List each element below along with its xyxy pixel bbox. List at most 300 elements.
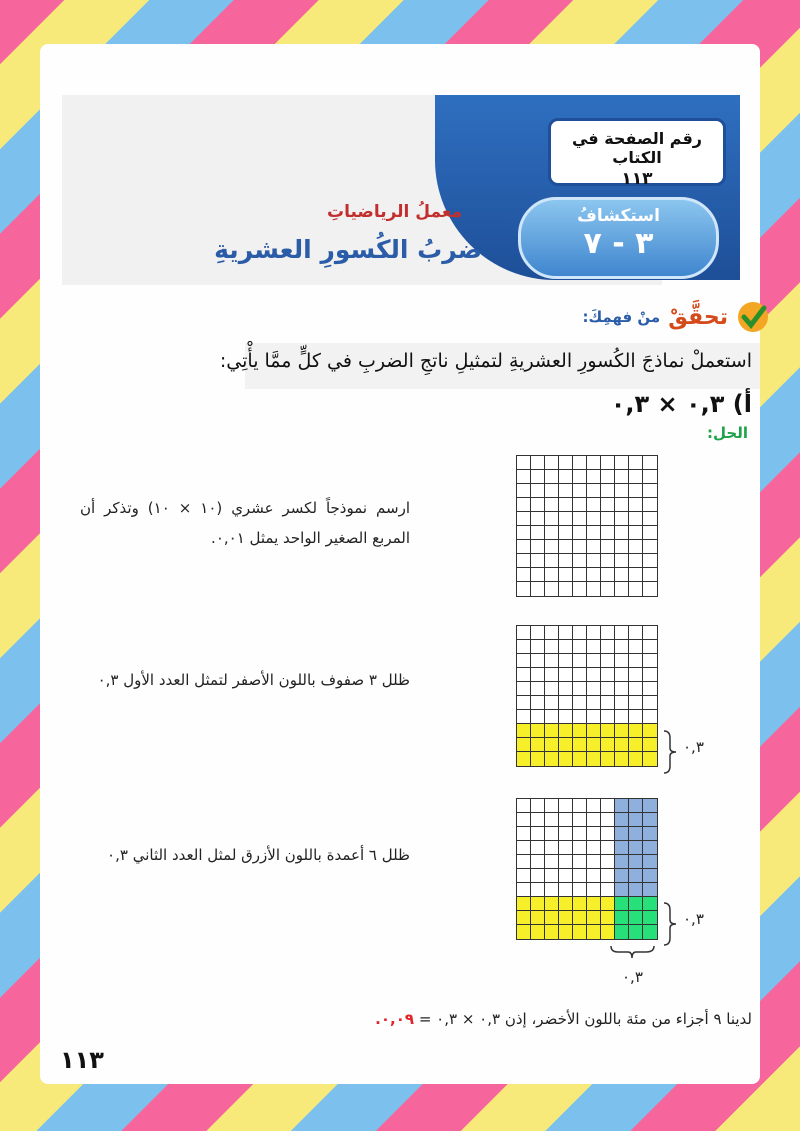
grid-cell <box>545 682 559 696</box>
grid-cell <box>587 710 601 724</box>
grid-cell <box>615 668 629 682</box>
grid-cell <box>559 799 573 813</box>
grid-cell <box>601 582 615 596</box>
grid-cell <box>545 540 559 554</box>
explore-badge <box>518 197 719 279</box>
grid-cell <box>573 654 587 668</box>
grid-cell <box>517 897 531 911</box>
grid-cell <box>531 456 545 470</box>
grid-cell <box>643 724 657 738</box>
grid-cell <box>615 568 629 582</box>
grid-cell <box>573 925 587 939</box>
grid-cell <box>615 869 629 883</box>
grid-cell <box>531 484 545 498</box>
grid-cell <box>545 470 559 484</box>
lab-title: معملُ الرياضياتِ <box>327 202 462 222</box>
grid-cell <box>531 654 545 668</box>
grid-cell <box>517 813 531 827</box>
grid-cell <box>545 710 559 724</box>
grid-cell <box>531 738 545 752</box>
grid-cell <box>517 512 531 526</box>
grid-cell <box>615 813 629 827</box>
grid-cell <box>587 526 601 540</box>
grid-cell <box>531 724 545 738</box>
grid-cell <box>559 855 573 869</box>
grid-cell <box>531 855 545 869</box>
grid-cell <box>587 696 601 710</box>
grid-cell <box>559 484 573 498</box>
grid-cell <box>517 540 531 554</box>
grid-cell <box>587 484 601 498</box>
page-ref-label: رقم الصفحة في الكتاب <box>571 129 703 167</box>
grid-cell <box>629 696 643 710</box>
grid-cell <box>517 470 531 484</box>
grid-cell <box>573 813 587 827</box>
grid-cell <box>545 526 559 540</box>
grid-cell <box>517 554 531 568</box>
grid-cell <box>545 799 559 813</box>
grid-cell <box>559 498 573 512</box>
grid-cell <box>601 724 615 738</box>
grid-cell <box>531 682 545 696</box>
grid-cell <box>643 540 657 554</box>
grid-cell <box>545 841 559 855</box>
grid-cell <box>559 925 573 939</box>
grid-cell <box>559 526 573 540</box>
grid-cell <box>629 841 643 855</box>
grid-cell <box>601 498 615 512</box>
grid-cell <box>531 512 545 526</box>
grid-cell <box>643 582 657 596</box>
grid-cell <box>531 799 545 813</box>
grid-cell <box>643 827 657 841</box>
grid-cell <box>559 841 573 855</box>
lesson-title: ضربُ الكُسورِ العشريةِ <box>214 235 482 264</box>
grid-cell <box>601 640 615 654</box>
grid-cell <box>629 799 643 813</box>
grid-cell <box>545 640 559 654</box>
grid-cell <box>531 841 545 855</box>
grid-cell <box>573 540 587 554</box>
grid-cell <box>517 869 531 883</box>
grid-cell <box>601 512 615 526</box>
grid-cell <box>601 911 615 925</box>
grid-cell <box>643 897 657 911</box>
grid-cell <box>531 568 545 582</box>
grid-cell <box>615 827 629 841</box>
grid-cell <box>545 668 559 682</box>
grid-cell <box>517 696 531 710</box>
grid-cell <box>559 512 573 526</box>
grid-cell <box>643 568 657 582</box>
grid-cell <box>629 710 643 724</box>
grid-cell <box>629 626 643 640</box>
grid-cell <box>615 640 629 654</box>
grid-cell <box>601 540 615 554</box>
grid-cell <box>531 554 545 568</box>
grid-cell <box>573 710 587 724</box>
grid-cell <box>517 799 531 813</box>
grid-cell <box>615 841 629 855</box>
grid-cell <box>629 582 643 596</box>
grid-cell <box>545 883 559 897</box>
grid-cell <box>629 724 643 738</box>
grid-cell <box>531 710 545 724</box>
grid-cell <box>573 526 587 540</box>
grid-cell <box>587 897 601 911</box>
grid-cell <box>531 640 545 654</box>
row-brace-icon <box>662 730 682 774</box>
grid-cell <box>601 813 615 827</box>
grid-cell <box>643 470 657 484</box>
grid-cell <box>545 752 559 766</box>
grid-cell <box>615 724 629 738</box>
grid-cell <box>517 752 531 766</box>
grid-cell <box>601 626 615 640</box>
grid-cell <box>545 869 559 883</box>
check-subtitle: منْ فهمِكَ: <box>582 308 661 326</box>
grid-cell <box>587 582 601 596</box>
grid-cell <box>629 827 643 841</box>
grid-cell <box>601 484 615 498</box>
grid-cell <box>573 724 587 738</box>
grid-cell <box>545 626 559 640</box>
step-1-text: ارسم نموذجاً لكسر عشري (١٠ × ١٠) وتذكر أن المربع الصغير الواحد يمثل ٠,٠١. <box>80 499 410 547</box>
grid-cell <box>629 897 643 911</box>
grid-cell <box>545 925 559 939</box>
book-page-reference <box>548 118 726 189</box>
grid-cell <box>559 568 573 582</box>
grid-cell <box>531 470 545 484</box>
grid-cell <box>643 484 657 498</box>
grid-cell <box>559 540 573 554</box>
grid-cell <box>573 883 587 897</box>
grid-cell <box>615 484 629 498</box>
grid-cell <box>643 813 657 827</box>
grid-cell <box>573 752 587 766</box>
grid-cell <box>573 470 587 484</box>
grid-cell <box>629 752 643 766</box>
result-answer: ٠,٠٩. <box>375 1010 415 1028</box>
grid-cell <box>573 512 587 526</box>
grid-cell <box>573 456 587 470</box>
grid-cell <box>587 827 601 841</box>
exercise-part-a: أ) ٠,٣ × ٠,٣ <box>610 390 752 418</box>
grid-cell <box>629 540 643 554</box>
grid-cell <box>615 696 629 710</box>
result-sentence <box>375 1010 752 1028</box>
instruction-text: استعملْ نماذجَ الكُسورِ العشريةِ لتمثيلِ ناتجِ الضربِ في كلٍّ ممَّا يأْتِي: <box>219 350 752 372</box>
grid-cell <box>559 710 573 724</box>
grid-cell <box>587 883 601 897</box>
grid-cell <box>531 752 545 766</box>
grid-cell <box>573 640 587 654</box>
checkmark-icon <box>736 300 770 334</box>
grid-cell <box>517 626 531 640</box>
grid-cell <box>559 626 573 640</box>
row-brace-icon <box>662 902 682 946</box>
grid-cell <box>643 841 657 855</box>
grid-cell <box>531 582 545 596</box>
grid-cell <box>601 470 615 484</box>
grid-cell <box>559 813 573 827</box>
row-brace-label: ٠,٣ <box>683 910 704 928</box>
grid-cell <box>517 640 531 654</box>
grid-cell <box>629 526 643 540</box>
grid-cell <box>531 925 545 939</box>
step-3-text: ظلل ٦ أعمدة باللون الأزرق لمثل العدد الثاني ٠,٣ <box>107 846 410 864</box>
grid-cell <box>643 869 657 883</box>
check-understanding-heading <box>582 300 770 334</box>
grid-cell <box>643 682 657 696</box>
grid-cell <box>643 925 657 939</box>
grid-cell <box>601 456 615 470</box>
grid-cell <box>629 456 643 470</box>
grid-cell <box>615 626 629 640</box>
row-brace-label: ٠,٣ <box>683 738 704 756</box>
grid-cell <box>601 841 615 855</box>
grid-cell <box>573 568 587 582</box>
grid-cell <box>629 668 643 682</box>
grid-cell <box>559 724 573 738</box>
grid-cell <box>587 925 601 939</box>
grid-cell <box>587 911 601 925</box>
grid-cell <box>559 696 573 710</box>
grid-cell <box>545 696 559 710</box>
grid-cell <box>517 710 531 724</box>
grid-cell <box>517 724 531 738</box>
grid-cell <box>587 626 601 640</box>
grid-cell <box>643 911 657 925</box>
grid-cell <box>573 897 587 911</box>
grid-cell <box>587 738 601 752</box>
grid-cell <box>545 813 559 827</box>
grid-cell <box>517 883 531 897</box>
grid-cell <box>601 568 615 582</box>
grid-cell <box>545 456 559 470</box>
grid-cell <box>601 799 615 813</box>
grid-cell <box>517 911 531 925</box>
grid-cell <box>615 897 629 911</box>
grid-cell <box>587 640 601 654</box>
grid-cell <box>517 568 531 582</box>
grid-cell <box>601 554 615 568</box>
grid-cell <box>643 526 657 540</box>
grid-cell <box>573 855 587 869</box>
grid-cell <box>573 626 587 640</box>
grid-cell <box>587 752 601 766</box>
grid-cell <box>601 897 615 911</box>
grid-cell <box>615 582 629 596</box>
grid-cell <box>573 554 587 568</box>
grid-cell <box>531 526 545 540</box>
grid-cell <box>615 855 629 869</box>
grid-cell <box>643 855 657 869</box>
explore-number: ٣ - ٧ <box>583 226 654 261</box>
grid-cell <box>615 512 629 526</box>
grid-cell <box>545 855 559 869</box>
grid-cell <box>587 512 601 526</box>
grid-cell <box>615 799 629 813</box>
grid-cell <box>629 682 643 696</box>
grid-cell <box>629 484 643 498</box>
grid-cell <box>545 897 559 911</box>
grid-cell <box>587 540 601 554</box>
grid-cell <box>559 554 573 568</box>
grid-cell <box>629 498 643 512</box>
grid-cell <box>615 554 629 568</box>
grid-cell <box>615 911 629 925</box>
grid-cell <box>559 738 573 752</box>
grid-cell <box>643 668 657 682</box>
grid-cell <box>587 724 601 738</box>
grid-cell <box>573 738 587 752</box>
grid-cell <box>573 869 587 883</box>
grid-cell <box>643 696 657 710</box>
grid-cell <box>615 498 629 512</box>
grid-cell <box>629 925 643 939</box>
grid-cell <box>587 799 601 813</box>
grid-cell <box>601 696 615 710</box>
grid-cell <box>587 654 601 668</box>
page-number: ١١٣ <box>60 1046 104 1074</box>
explore-label: استكشافُ <box>577 206 660 226</box>
grid-cell <box>517 682 531 696</box>
grid-cell <box>517 668 531 682</box>
column-brace-icon <box>610 944 656 964</box>
grid-cell <box>517 925 531 939</box>
grid-cell <box>573 841 587 855</box>
grid-cell <box>629 654 643 668</box>
grid-cell <box>545 827 559 841</box>
grid-cell <box>587 554 601 568</box>
grid-cell <box>531 911 545 925</box>
grid-cell <box>629 568 643 582</box>
grid-cell <box>587 498 601 512</box>
grid-cell <box>517 654 531 668</box>
grid-cell <box>615 925 629 939</box>
grid-cell <box>545 512 559 526</box>
grid-cell <box>559 582 573 596</box>
grid-cell <box>629 470 643 484</box>
grid-cell <box>531 626 545 640</box>
grid-cell <box>517 855 531 869</box>
grid-cell <box>601 855 615 869</box>
grid-cell <box>559 897 573 911</box>
grid-cell <box>587 682 601 696</box>
grid-cell <box>531 540 545 554</box>
grid-cell <box>643 498 657 512</box>
grid-cell <box>545 738 559 752</box>
page-ref-number: ١١٣ <box>621 169 653 189</box>
check-title: تحقَّقْ <box>668 304 728 330</box>
grid-cell <box>587 456 601 470</box>
grid-cell <box>601 738 615 752</box>
grid-cell <box>517 738 531 752</box>
grid-cell <box>643 799 657 813</box>
grid-cell <box>587 568 601 582</box>
grid-cell <box>601 869 615 883</box>
grid-cell <box>545 554 559 568</box>
grid-cell <box>643 752 657 766</box>
grid-cell <box>615 883 629 897</box>
grid-cell <box>643 710 657 724</box>
grid-cell <box>573 799 587 813</box>
grid-cell <box>629 813 643 827</box>
grid-cell <box>643 883 657 897</box>
grid-cell <box>573 498 587 512</box>
grid-cell <box>559 752 573 766</box>
grid-cell <box>545 498 559 512</box>
grid-cell <box>629 869 643 883</box>
grid-cell <box>545 484 559 498</box>
grid-cell <box>531 897 545 911</box>
grid-cell <box>587 855 601 869</box>
grid-cell <box>643 738 657 752</box>
grid-cell <box>545 724 559 738</box>
grid-cell <box>643 626 657 640</box>
grid-cell <box>601 827 615 841</box>
grid-cell <box>517 582 531 596</box>
grid-cell <box>587 470 601 484</box>
grid-cell <box>517 827 531 841</box>
grid-cell <box>573 827 587 841</box>
grid-cell <box>559 827 573 841</box>
grid-cell <box>559 668 573 682</box>
grid-cell <box>643 654 657 668</box>
grid-cell <box>559 883 573 897</box>
grid-cell <box>629 554 643 568</box>
grid-cell <box>615 752 629 766</box>
decimal-grid-yellow-rows <box>516 625 658 767</box>
grid-cell <box>643 512 657 526</box>
grid-cell <box>531 696 545 710</box>
grid-cell <box>559 470 573 484</box>
solution-label: الحل: <box>707 424 748 442</box>
step-2-text: ظلل ٣ صفوف باللون الأصفر لتمثل العدد الأول ٠,٣ <box>97 671 410 689</box>
grid-cell <box>587 668 601 682</box>
grid-cell <box>643 554 657 568</box>
grid-cell <box>601 710 615 724</box>
grid-cell <box>643 640 657 654</box>
grid-cell <box>615 654 629 668</box>
grid-cell <box>573 696 587 710</box>
grid-cell <box>573 582 587 596</box>
grid-cell <box>615 540 629 554</box>
grid-cell <box>559 654 573 668</box>
grid-cell <box>545 654 559 668</box>
grid-cell <box>573 668 587 682</box>
grid-cell <box>615 456 629 470</box>
grid-cell <box>615 738 629 752</box>
decimal-grid-overlap <box>516 798 658 940</box>
grid-cell <box>531 668 545 682</box>
grid-cell <box>629 512 643 526</box>
grid-cell <box>601 654 615 668</box>
column-brace-label: ٠,٣ <box>622 968 643 986</box>
grid-cell <box>517 456 531 470</box>
grid-cell <box>559 456 573 470</box>
grid-cell <box>531 827 545 841</box>
decimal-grid-blank <box>516 455 658 597</box>
grid-cell <box>559 682 573 696</box>
grid-cell <box>573 911 587 925</box>
grid-cell <box>517 484 531 498</box>
grid-cell <box>615 710 629 724</box>
grid-cell <box>531 883 545 897</box>
grid-cell <box>587 813 601 827</box>
grid-cell <box>517 498 531 512</box>
